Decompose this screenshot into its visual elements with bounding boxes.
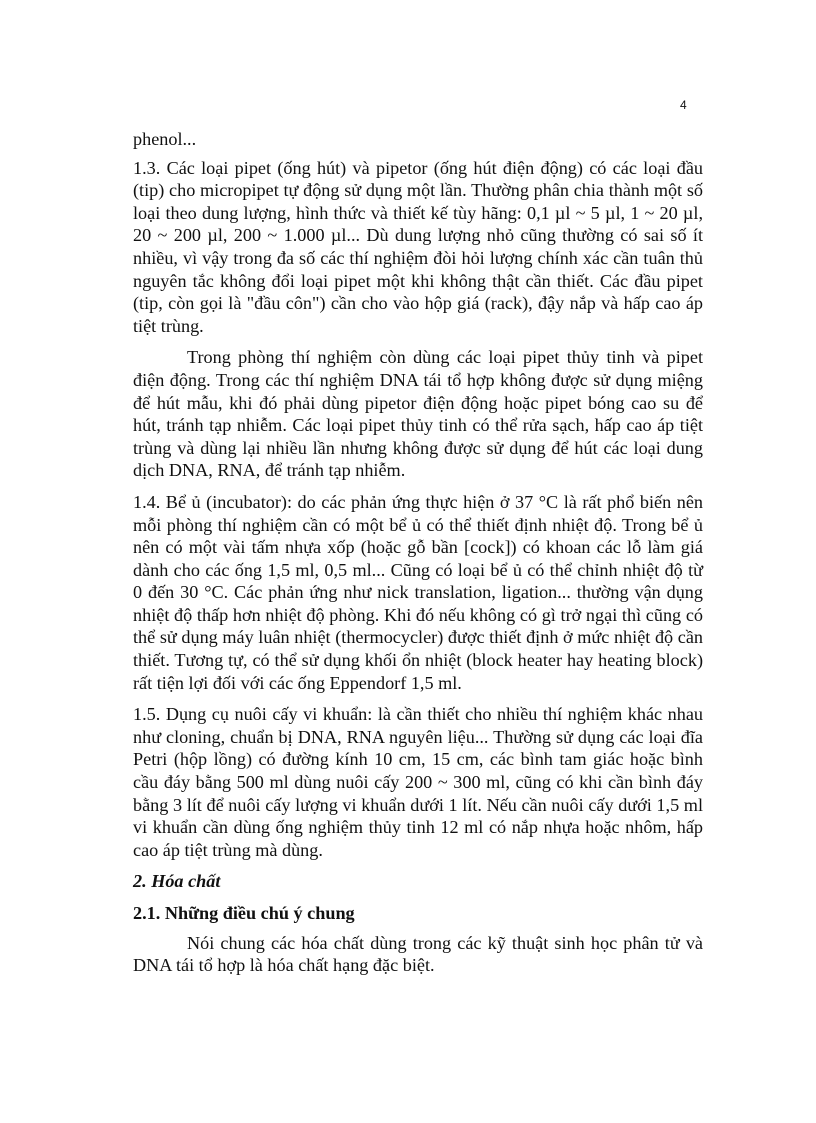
subsection-heading-general-notes: 2.1. Những điều chú ý chung: [133, 903, 355, 923]
paragraph-chemicals-intro: Nói chung các hóa chất dùng trong các kỹ thuật sinh học phân tử và DNA tái tổ hợp là hóa chất hạng đặc biệt.: [133, 932, 703, 976]
document-body: [133, 128, 703, 986]
paragraph-glass-pipets: Trong phòng thí nghiệm còn dùng các loại pipet thủy tinh và pipet điện động. Trong các thí nghiệm DNA tái tổ hợp không được sử dụng miệng để hút mẫu, khi đó phải dùng pipetor điện động hoặc pipet bóng cao su để hút, tránh tạp nhiễm. Các loại pipet thủy tinh có thể rửa sạch, hấp cao áp tiệt trùng và dùng lại nhiều lần nhưng không được sử dụng để hút các loại dung dịch DNA, RNA, để tránh tạp nhiễm.: [133, 347, 703, 481]
section-heading-chemicals: 2. Hóa chất: [133, 871, 221, 892]
paragraph-1-5-culture-tools: 1.5. Dụng cụ nuôi cấy vi khuẩn: là cần thiết cho nhiều thí nghiệm khác nhau như cloning, chuẩn bị DNA, RNA nguyên liệu... Thường sử dụng các loại đĩa Petri (hộp lồng) có đường kính 10 cm, 15 cm, các bình tam giác hoặc bình cầu đáy bằng 500 ml dùng nuôi cấy 200 ~ 300 ml, cũng có khi cần bình đáy bằng 3 lít để nuôi cấy lượng vi khuẩn dưới 1 lít. Nếu cần nuôi cấy dưới 1,5 ml vi khuẩn cần dùng ống nghiệm thủy tinh 12 ml có nắp nhựa hoặc nhôm, hấp cao áp tiệt trùng mà dùng.: [133, 704, 703, 860]
paragraph-1-3-pipets: 1.3. Các loại pipet (ống hút) và pipetor (ống hút điện động) có các loại đầu (tip) cho micropipet tự động sử dụng một lần. Thường phân chia thành một số loại theo dung lượng, hình thức và thiết kế tùy hãng: 0,1 µl ~ 5 µl, 1 ~ 20 µl, 20 ~ 200 µl, 200 ~ 1.000 µl... Dù dung lượng nhỏ cũng thường có sai số ít nhiều, vì vậy trong đa số các thí nghiệm đòi hỏi lượng chính xác cần tuân thủ nguyên tắc không đổi loại pipet một khi không thật cần thiết. Các đầu pipet (tip, còn gọi là "đầu côn") cần cho vào hộp giá (rack), đậy nắp và hấp cao áp tiệt trùng.: [133, 157, 703, 336]
paragraph-1-4-incubator: 1.4. Bể ủ (incubator): do các phản ứng thực hiện ở 37 °C là rất phổ biến nên mỗi phòng thí nghiệm cần có một bể ủ có thể thiết định nhiệt độ. Trong bể ủ nên có một vài tấm nhựa xốp (hoặc gỗ bần [cock]) có khoan các lỗ làm giá dành cho các ống 1,5 ml, 0,5 ml... Cũng có loại bể ủ có thể chỉnh nhiệt độ từ 0 đến 30 °C. Các phản ứng như nick translation, ligation... thường vận dụng nhiệt độ thấp hơn nhiệt độ phòng. Khi đó nếu không có gì trở ngại thì cũng có thể sử dụng máy luân nhiệt (thermocycler) được thiết định ở mức nhiệt độ cần thiết. Tương tự, có thể sử dụng khối ổn nhiệt (block heater hay heating block) rất tiện lợi đối với các ống Eppendorf 1,5 ml.: [133, 491, 703, 693]
page-number: 4: [680, 98, 687, 112]
paragraph-continuation: phenol...: [133, 129, 197, 149]
